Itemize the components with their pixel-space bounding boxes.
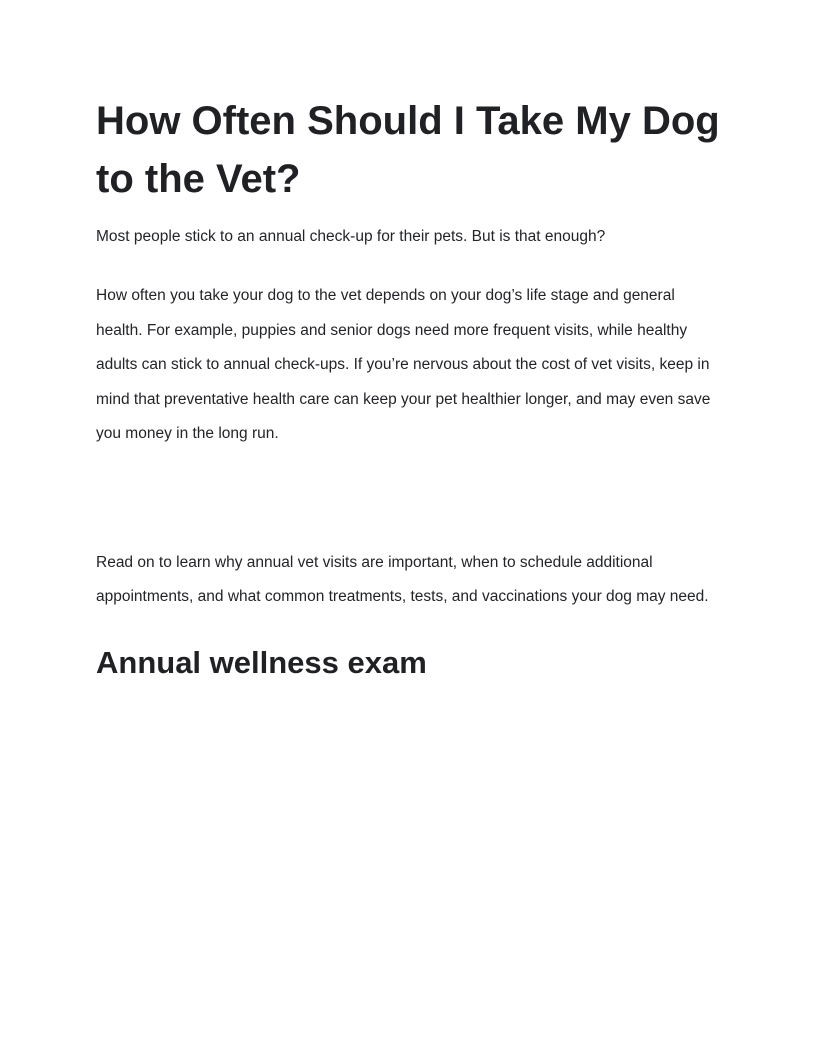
page-title: How Often Should I Take My Dog to the Vet? <box>96 99 720 201</box>
body-paragraph-life-stage: How often you take your dog to the vet depends on your dog’s life stage and general health. For example, puppies and senior dogs need more frequent visits, while healthy adults can stick to annual check-ups. If you’re nervous about the cost of vet visits, keep in mind that preventative health care can keep your pet healthier longer, and may even save you money in the long run. <box>96 287 711 442</box>
body-paragraph-read-on: Read on to learn why annual vet visits are important, when to schedule additional appointments, and what common treatments, tests, and vaccinations your dog may need. <box>96 553 709 605</box>
intro-subtitle: Most people stick to an annual check-up for their pets. But is that enough? <box>96 228 606 245</box>
section-heading-annual-wellness-exam: Annual wellness exam <box>96 644 427 680</box>
document-body <box>96 92 722 685</box>
